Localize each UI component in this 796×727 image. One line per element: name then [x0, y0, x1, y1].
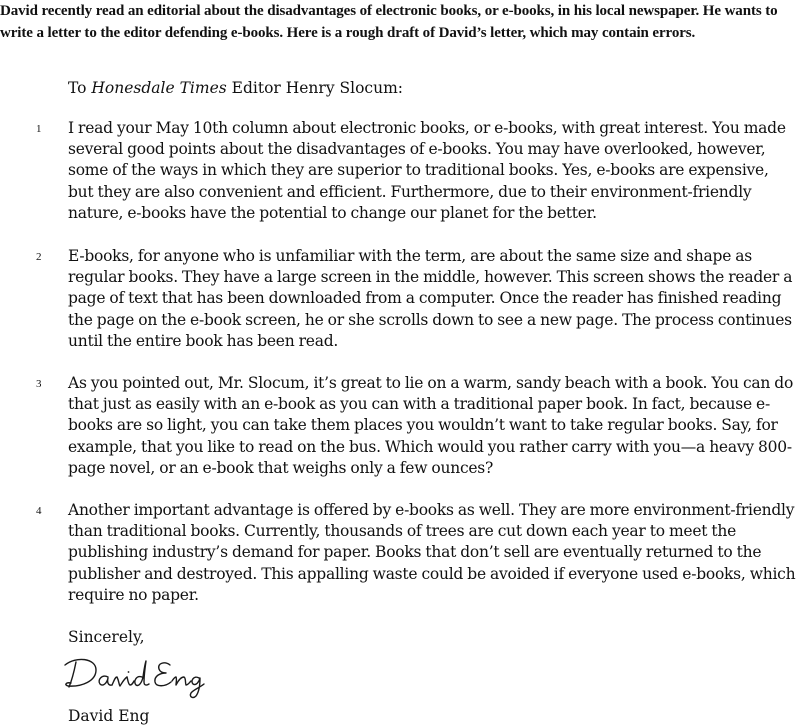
handwritten-signature [62, 650, 222, 700]
letter-salutation [68, 77, 403, 99]
paragraph-number: 3 [36, 378, 42, 390]
publication-name: Honesdale Times [91, 79, 227, 97]
paragraph-text: As you pointed out, Mr. Slocum, it’s great to lie on a warm, sandy beach with a book. You can do that just as easily with an e-book as you can with a traditional paper book. In fact, because e-books are so light, you can take them places you wouldn’t want to take regular books. Say, for example, that you like to read on the bus. Which would you rather carry with you—a heavy 800-page novel, or an e-book that weighs only a few ounces? [68, 374, 794, 477]
letter-closing: Sincerely, [68, 628, 145, 646]
paragraph-text: I read your May 10th column about electronic books, or e-books, with great interest. You made several good points about the disadvantages of e-books. You may have overlooked, however, some of the ways in which they are superior to traditional books. Yes, e-books are expensive, but they are also convenient and efficient. Furthermore, due to their environment-friendly nature, e-books have the potential to change our planet for the better. [68, 119, 786, 222]
paragraph-number: 2 [36, 251, 42, 263]
salutation-suffix: Editor Henry Slocum: [226, 79, 403, 97]
typed-signature-name: David Eng [68, 707, 150, 725]
paragraph-number: 1 [36, 123, 42, 135]
paragraph-number: 4 [36, 505, 42, 517]
salutation-prefix: To [68, 79, 92, 97]
paragraph-text: Another important advantage is offered by e-books as well. They are more environment-friendly than traditional books. Currently, thousands of trees are cut down each year to meet the publishing industry’s demand for paper. Books that don’t sell are eventually returned to the publisher and destroyed. This appalling waste could be avoided if everyone used e-books, which require no paper. [68, 501, 796, 604]
intro-text: David recently read an editorial about the disadvantages of electronic books, or e-books, in his local newspaper. He wants to write a letter to the editor defending e-books. Here is a rough draft of David’s letter, which may contain errors. [0, 3, 778, 41]
paragraph-text: E-books, for anyone who is unfamiliar with the term, are about the same size and shape as regular books. They have a large screen in the middle, however. This screen shows the reader a page of text that has been downloaded from a computer. Once the reader has finished reading the page on the e-book screen, he or she scrolls down to see a new page. The process continues until the entire book has been read. [68, 247, 793, 350]
